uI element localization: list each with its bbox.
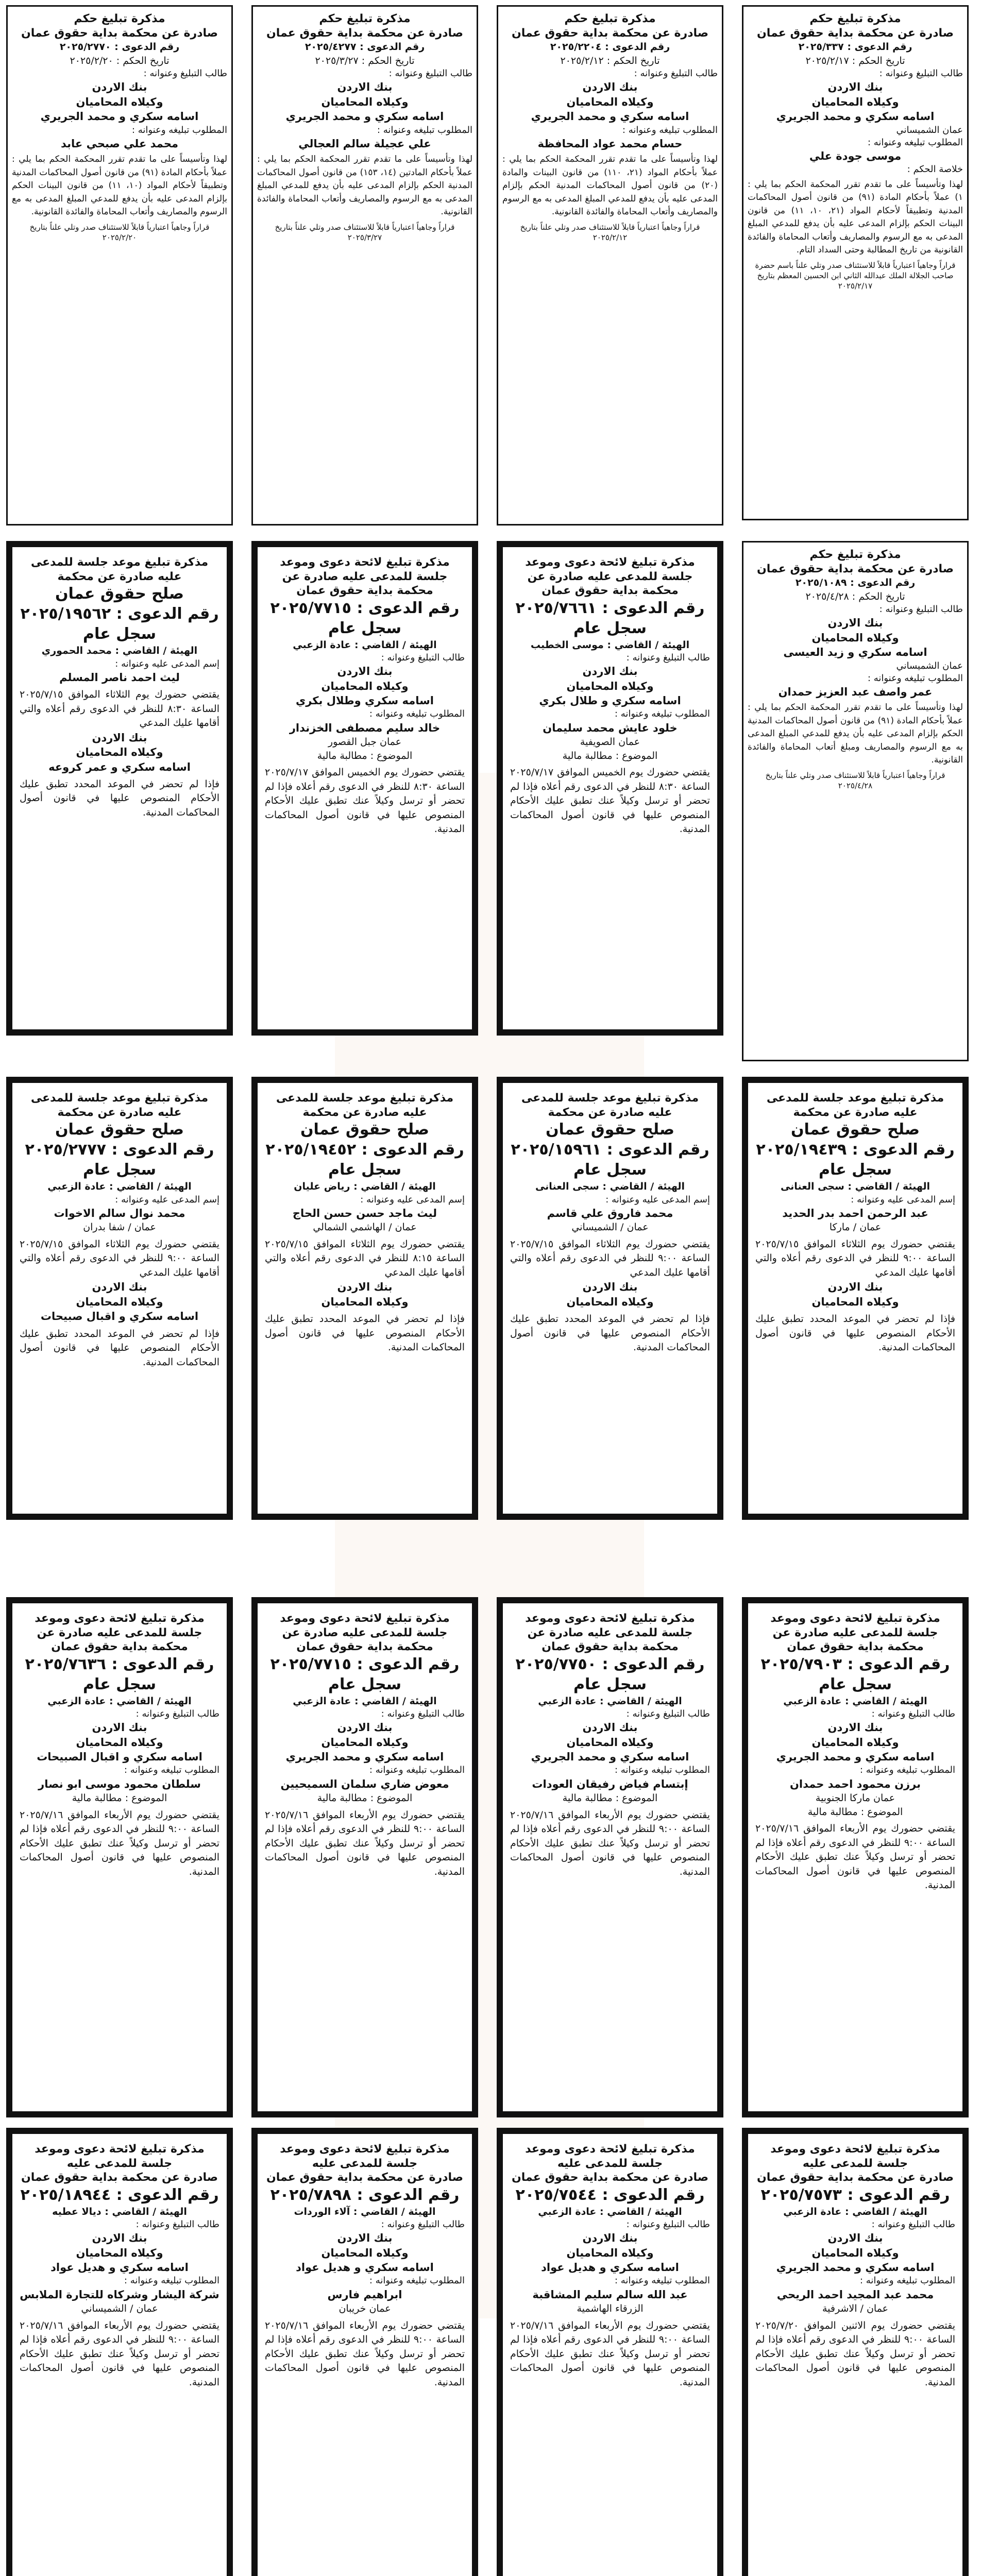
address: عمان / الاشرفية — [822, 2303, 889, 2315]
party: بنك الاردن — [827, 1721, 883, 1734]
party: بنك الاردن — [92, 2232, 147, 2245]
notice-closing: قراراً وجاهياً اعتبارياً قابلاً للاستئناف صدر وتلي علناً بتاريخ ٢٠٢٥/٣/٢٧ — [275, 222, 455, 242]
notice-title: مذكرة تبليغ موعد جلسة للمدعى عليه صادرة عن محكمة — [30, 556, 209, 583]
party: وكيلاه المحاميان — [321, 95, 409, 108]
party: بنك الاردن — [582, 2232, 638, 2245]
party: بنك الاردن — [827, 617, 883, 630]
notice-body: يقتضي حضورك يوم الأربعاء الموافق ٢٠٢٥/٧/١٦ الساعة ٩:٠٠ للنظر في الدعوى رقم أعلاه فإذا لم تحضر أو ترسل وكيلاً عنك تطبق عليك الأحكام المنصوص عليها في قانون أصول المحاكمات المدنية. — [510, 1809, 711, 1877]
label: المطلوب تبليغه وعنوانه : — [124, 1765, 219, 1776]
notice-body: لهذا وتأسيساً على ما تقدم تقرر المحكمة الحكم بما يلي : عملاً بأحكام المادة (٩١) من قانون أصول المحاكمات المدنية الحكم بإلزام المدعى عليه بأن يدفع للمدعي المبلغ المدعى به مع الرسوم والمصاريف ومبلغ أتعاب المحاماة والفائدة القانونية. — [748, 702, 963, 766]
label: المطلوب تبليغه وعنوانه : — [124, 2275, 219, 2286]
notice-title: مذكرة تبليغ موعد جلسة للمدعى عليه صادرة عن محكمة — [521, 1092, 699, 1119]
party: وكيلاه المحاميان — [76, 746, 163, 759]
party: وكيلاه المحاميان — [76, 1295, 163, 1308]
label: إسم المدعى عليه وعنوانه : — [851, 1194, 955, 1205]
label: المطلوب تبليغه وعنوانه : — [131, 124, 227, 135]
notice-body: يقتضي حضورك يوم الثلاثاء الموافق ٢٠٢٥/٧/١٥ الساعة ٩:٠٠ للنظر في الدعوى رقم أعلاه والتي أقامها عليك المدعي — [510, 1238, 710, 1278]
party: اسامه سكري و هديل عواد — [296, 2261, 434, 2274]
party: بنك الاردن — [827, 1281, 883, 1294]
party: وكيلاه المحاميان — [76, 2246, 163, 2259]
notice-body: لهذا وتأسيساً على ما تقدم تقرر المحكمة الحكم بما يلي : عملاً بأحكام المادة (٩١) من قانون أصول المحاكمات المدنية وتطبيقاً لأحكام المواد (١٠، ١١) من قانون البينات الحكم بإلزام المدعى عليه بأن يدفع للمدعي المبلغ المدعى به مع الرسوم والمصاريف وأتعاب المحاماة والفائدة القانونية. — [12, 154, 228, 217]
notice-title: مذكرة تبليغ حكم — [809, 548, 901, 561]
address: عمان جبل القصور — [328, 736, 402, 748]
notice-closing: قراراً وجاهياً اعتبارياً قابلاً للاستئناف صدر وتلي علناً باسم حضرة صاحب الجلالة الملك عبدالله الثاني ابن الحسين المعظم بتاريخ ٢٠٢٥/٢/١٧ — [755, 260, 956, 291]
notice-claim-5 — [742, 2128, 969, 2576]
panel: الهيئة / القاضي : عادة الزعبي — [47, 1695, 192, 1707]
party: وكيلاه المحاميان — [811, 1736, 899, 1749]
notice-warning: فإذا لم تحضر في الموعد المحدد تطبق عليك الأحكام المنصوص عليها في قانون أصول المحاكمات المدنية. — [265, 1313, 465, 1353]
party: اسامه سكري و محمد الجريري — [776, 2261, 935, 2274]
label: المطلوب تبليغه وعنوانه : — [614, 1765, 710, 1776]
case-number: رقم الدعوى : ٢٠٢٥/٧٦٦١ — [515, 599, 705, 617]
party: بنك الاردن — [92, 731, 147, 744]
address: عمان / الهاشمي الشمالي — [313, 1222, 417, 1233]
party: بنك الاردن — [337, 1281, 393, 1294]
case-number: رقم الدعوى : ٢٠٢٥/٧٩٠٣ — [760, 1655, 950, 1673]
defendant-name: شركة اليشار وشركاه للتجارة الملابس — [20, 2288, 219, 2301]
defendant-name: ليث احمد ناصر المسلم — [59, 671, 180, 684]
case-number: رقم الدعوى : ٢٠٢٥/٤٢٧٧ — [305, 41, 425, 53]
case-number: رقم الدعوى : ٢٠٢٥/٧٦٣٦ — [25, 1655, 214, 1673]
notice-judgment-7 — [497, 5, 723, 526]
notice-body: يقتضي حضورك يوم الثلاثاء الموافق ٢٠٢٥/٧/١٥ الساعة ٩:٠٠ للنظر في الدعوى رقم أعلاه والتي أقامها عليك المدعي — [755, 1238, 955, 1278]
party: اسامه سكري و محمد الجريري — [285, 1751, 444, 1764]
defendant-name: محمد فاروق علي قاسم — [547, 1207, 673, 1219]
address: عمان ماركا الجنوبية — [815, 1792, 895, 1804]
case-number: رقم الدعوى : ٢٠٢٥/٧٧٥٠ — [515, 1655, 705, 1673]
party: وكيلاه المحاميان — [566, 1295, 654, 1308]
party: اسامه سكري و اقبال صبيحات — [40, 1310, 199, 1323]
label: طالب التبليغ وعنوانه : — [143, 68, 227, 79]
panel: الهيئة / القاضي : عادة الزعبي — [293, 639, 437, 651]
notice-title: مذكرة تبليغ لائحة دعوى وموعد جلسة للمدعى عليه — [35, 2143, 205, 2170]
party: اسامه سكري و محمد الجريري — [776, 1751, 935, 1764]
panel: الهيئة / القاضي : عادة الزعبي — [783, 2206, 927, 2217]
register: سجل عام — [328, 1161, 402, 1179]
party: وكيلاه المحاميان — [321, 680, 409, 692]
panel: الهيئة / القاضي : موسى الخطيب — [530, 639, 690, 651]
notice-warning: فإذا لم تحضر في الموعد المحدد تطبق عليك الأحكام المنصوص عليها في قانون أصول المحاكمات المدنية. — [20, 1328, 219, 1368]
label: طالب التبليغ وعنوانه : — [381, 2219, 465, 2230]
party: وكيلاه المحاميان — [811, 95, 899, 108]
panel: الهيئة / القاضي : سجى العنانى — [535, 1181, 685, 1192]
party: وكيلاه المحاميان — [76, 95, 163, 108]
notice-title: مذكرة تبليغ موعد جلسة للمدعى عليه صادرة عن محكمة — [30, 1092, 209, 1119]
address: عمان الصويفية — [580, 736, 640, 748]
defendant-name: علي عجيلة سالم العجالي — [298, 137, 431, 150]
party: اسامه سكري و اقبال الصبيحات — [37, 1751, 202, 1764]
notice-title: مذكرة تبليغ لائحة دعوى وموعد جلسة للمدعى عليه — [770, 2143, 940, 2170]
label: طالب التبليغ وعنوانه : — [626, 652, 710, 664]
subject: الموضوع : مطالبة مالية — [72, 1792, 167, 1804]
party: اسامه سكري و محمد الجريري — [531, 110, 689, 123]
case-number: رقم الدعوى : ٢٠٢٥/١٩٥٦٢ — [20, 605, 219, 623]
notice-session-15 — [251, 1077, 478, 1520]
court-name: صادرة عن محكمة بداية حقوق عمان — [756, 2171, 954, 2184]
court-name: صلح حقوق عمان — [545, 1121, 675, 1139]
label: إسم المدعى عليه وعنوانه : — [115, 1194, 219, 1205]
label: طالب التبليغ وعنوانه : — [381, 1708, 465, 1720]
label: إسم المدعى عليه وعنوانه : — [115, 658, 219, 669]
notice-title: مذكرة تبليغ موعد جلسة للمدعى عليه صادرة عن محكمة — [766, 1092, 944, 1119]
court-name: صادرة عن محكمة بداية حقوق عمان — [266, 2171, 464, 2184]
notice-claim-11 — [497, 2128, 723, 2576]
notice-subtitle: صادرة عن محكمة بداية حقوق عمان — [756, 26, 954, 40]
column-3 — [245, 0, 490, 2576]
notice-title: مذكرة تبليغ حكم — [319, 12, 411, 25]
party: بنك الاردن — [582, 1281, 638, 1294]
party: وكيلاه المحاميان — [566, 2246, 654, 2259]
notice-body: يقتضي حضورك يوم الاثنين الموافق ٢٠٢٥/٧/٢٠ الساعة ٩:٠٠ للنظر في الدعوى رقم أعلاه فإذا لم تحضر أو ترسل وكيلاً عنك تطبق عليك الأحكام المنصوص عليها في قانون أصول المحاكمات المدنية. — [755, 2319, 956, 2388]
notice-warning: فإذا لم تحضر في الموعد المحدد تطبق عليك الأحكام المنصوص عليها في قانون أصول المحاكمات المدنية. — [755, 1313, 955, 1353]
address: عمان / الشميساني — [81, 2303, 158, 2315]
panel: الهيئة / القاضي : عادة الزعبي — [538, 2206, 682, 2217]
defendant-name: برزن محمود احمد حمدان — [789, 1777, 921, 1790]
defendant-name: إبتسام فياض رفيقان العودات — [532, 1777, 688, 1790]
defendant-name: ليث ماجد حسن حسن الحاج — [292, 1207, 437, 1219]
notice-subtitle: صادرة عن محكمة بداية حقوق عمان — [756, 562, 954, 575]
notice-claim-17 — [251, 2128, 478, 2576]
notice-body: لهذا وتأسيساً على ما تقدم تقرر المحكمة الحكم بما يلي : عملاً بأحكام المواد (٢١، ١١٠) من قانون البينات والمادة (٢٠) من قانون أصول المحاكمات المدنية الحكم بإلزام المدعى عليه بأن يدفع للمدعي المبلغ المدعى به مع الرسوم والمصاريف وأتعاب المحاماة والفائدة القانونية. — [502, 154, 718, 217]
court-name: صلح حقوق عمان — [790, 1121, 920, 1139]
court-name: صلح حقوق عمان — [300, 1121, 430, 1139]
notice-title: مذكرة تبليغ لائحة دعوى وموعد جلسة للمدعى عليه صادرة عن محكمة بداية حقوق عمان — [525, 1612, 695, 1653]
notice-judgment-2 — [742, 541, 969, 1061]
case-date: تاريخ الحكم : ٢٠٢٥/٢/١٢ — [560, 55, 660, 66]
column-right — [736, 0, 981, 2576]
notice-body: يقتضي حضورك يوم الثلاثاء الموافق ٢٠٢٥/٧/١٥ الساعة ٨:٣٠ للنظر في الدعوى رقم أعلاه والتي أقامها عليك المدعي — [20, 689, 219, 729]
subject: الموضوع : مطالبة مالية — [562, 750, 658, 761]
defendant-name: خالد سليم مصطفى الخزندار — [289, 721, 441, 734]
party: وكيلاه المحاميان — [566, 1736, 654, 1749]
notice-session-9 — [497, 1077, 723, 1520]
case-number: رقم الدعوى : ٢٠٢٥/٧٥٤٤ — [515, 2185, 705, 2204]
subject: الموضوع : مطالبة مالية — [562, 1792, 658, 1804]
case-number: رقم الدعوى : ٢٠٢٥/٧٨٩٨ — [270, 2185, 460, 2204]
party: وكيلاه المحاميان — [321, 2246, 409, 2259]
notice-body: يقتضي حضورك يوم الثلاثاء الموافق ٢٠٢٥/٧/١٥ الساعة ٨:١٥ للنظر في الدعوى رقم أعلاه والتي أقامها عليك المدعي — [265, 1238, 465, 1278]
party: بنك الاردن — [582, 665, 638, 678]
panel: الهيئة / القاضي : سجى العنانى — [780, 1181, 931, 1192]
panel: الهيئة / القاضي : رياض عليان — [294, 1181, 436, 1192]
party: اسامه سكري و محمد الجريري — [531, 1751, 689, 1764]
notice-body: يقتضي حضورك يوم الخميس الموافق ٢٠٢٥/٧/١٧ الساعة ٨:٣٠ للنظر في الدعوى رقم أعلاه فإذا لم تحضر أو ترسل وكيلاً عنك تطبق عليك الأحكام المنصوص عليها في قانون أصول المحاكمات المدنية. — [265, 767, 465, 835]
defendant-name: عمر واصف عبد العزيز حمدان — [778, 686, 933, 699]
label: المطلوب تبليغه وعنوانه : — [867, 137, 963, 148]
case-number: رقم الدعوى : ٢٠٢٥/١٠٨٩ — [795, 577, 916, 588]
label: المطلوب تبليغه وعنوانه : — [369, 2275, 465, 2286]
panel: الهيئة / القاضي : محمد الحموري — [41, 645, 198, 656]
defendant-name: خلود عايش محمد سليمان — [543, 721, 678, 734]
notice-session-20 — [6, 541, 233, 1036]
notice-warning: فإذا لم تحضر في الموعد المحدد تطبق عليك الأحكام المنصوص عليها في قانون أصول المحاكمات المدنية. — [20, 778, 219, 818]
party: بنك الاردن — [827, 2232, 883, 2245]
register: سجل عام — [573, 1675, 647, 1693]
party: اسامه سكري و عمر كروعه — [48, 760, 191, 773]
court-name: صادرة عن محكمة بداية حقوق عمان — [21, 2171, 218, 2184]
notice-title: مذكرة تبليغ لائحة دعوى وموعد جلسة للمدعى عليه — [280, 2143, 450, 2170]
notice-judgment-13 — [251, 5, 478, 526]
party: اسامه سكري و محمد الجريري — [776, 110, 935, 123]
label: طالب التبليغ وعنوانه : — [136, 2219, 219, 2230]
label: إسم المدعى عليه وعنوانه : — [605, 1194, 710, 1205]
case-number: رقم الدعوى : ٢٠٢٥/١٩٤٥٢ — [265, 1141, 464, 1159]
notice-subtitle: صادرة عن محكمة بداية حقوق عمان — [511, 26, 709, 40]
defendant-name: حسام محمد عواد المحافظة — [537, 137, 683, 150]
notice-claim-8 — [497, 541, 723, 1036]
party: وكيلاه المحاميان — [811, 2246, 899, 2259]
party: وكيلاه المحاميان — [321, 1295, 409, 1308]
party: اسامه سكري و محمد الجريري — [40, 110, 199, 123]
party: بنك الاردن — [827, 81, 883, 94]
label: طالب التبليغ وعنوانه : — [136, 1708, 219, 1720]
address: عمان خريبان — [339, 2303, 391, 2315]
notice-session-21 — [6, 1077, 233, 1520]
label: المطلوب تبليغه وعنوانه : — [614, 2275, 710, 2286]
notice-claim-14 — [251, 541, 478, 1036]
notice-closing: قراراً وجاهياً اعتبارياً قابلاً للاستئناف صدر وتلي علناً بتاريخ ٢٠٢٥/٢/١٢ — [520, 222, 700, 242]
address: عمان / شفا بدران — [83, 1222, 156, 1233]
notice-title: مذكرة تبليغ لائحة دعوى وموعد جلسة للمدعى عليه صادرة عن محكمة بداية حقوق عمان — [770, 1612, 940, 1653]
party: وكيلاه المحاميان — [566, 95, 654, 108]
notice-title: مذكرة تبليغ لائحة دعوى وموعد جلسة للمدعى عليه — [525, 2143, 695, 2170]
subject: الموضوع : مطالبة مالية — [317, 1792, 413, 1804]
register: سجل عام — [573, 619, 647, 637]
defendant-name: ابراهيم فارس — [327, 2288, 402, 2301]
defendant-name: عبد الله سالم سليم المشاقبة — [532, 2288, 688, 2301]
label: المطلوب تبليغه وعنوانه : — [369, 708, 465, 720]
party: وكيلاه المحاميان — [811, 1295, 899, 1308]
column-2 — [490, 0, 736, 2576]
case-number: رقم الدعوى : ٢٠٢٥/٢٧٧٧ — [25, 1141, 214, 1159]
notice-body: يقتضي حضورك يوم الأربعاء الموافق ٢٠٢٥/٧/١٦ الساعة ٩:٠٠ للنظر في الدعوى رقم أعلاه فإذا لم تحضر أو ترسل وكيلاً عنك تطبق عليك الأحكام المنصوص عليها في قانون أصول المحاكمات المدنية. — [265, 2319, 465, 2388]
label: خلاصة الحكم : — [907, 164, 963, 175]
party: اسامه سكري و هديل عواد — [541, 2261, 679, 2274]
register: سجل عام — [328, 619, 402, 637]
label: طالب التبليغ وعنوانه : — [871, 2219, 955, 2230]
notice-warning: فإذا لم تحضر في الموعد المحدد تطبق عليك الأحكام المنصوص عليها في قانون أصول المحاكمات المدنية. — [510, 1313, 710, 1353]
notice-body: يقتضي حضورك يوم الأربعاء الموافق ٢٠٢٥/٧/١٦ الساعة ٩:٠٠ للنظر في الدعوى رقم أعلاه فإذا لم تحضر أو ترسل وكيلاً عنك تطبق عليك الأحكام المنصوص عليها في قانون أصول المحاكمات المدنية. — [755, 1823, 956, 1891]
court-name: صادرة عن محكمة بداية حقوق عمان — [511, 2171, 709, 2184]
party: بنك الاردن — [337, 1721, 393, 1734]
label: طالب التبليغ وعنوانه : — [381, 652, 465, 664]
label: المطلوب تبليغه وعنوانه : — [859, 1765, 955, 1776]
notice-claim-22 — [6, 1597, 233, 2117]
notice-body: يقتضي حضورك يوم الثلاثاء الموافق ٢٠٢٥/٧/١٥ الساعة ٩:٠٠ للنظر في الدعوى رقم أعلاه والتي أقامها عليك المدعي — [20, 1238, 219, 1278]
party: بنك الاردن — [337, 665, 393, 678]
label: طالب التبليغ وعنوانه : — [634, 68, 718, 79]
defendant-name: محمد عبد المجيد احمد الريحي — [776, 2288, 934, 2301]
party: وكيلاه المحاميان — [76, 1736, 163, 1749]
case-date: تاريخ الحكم : ٢٠٢٥/٤/٢٨ — [805, 590, 905, 602]
party: وكيلاه المحاميان — [566, 680, 654, 692]
notice-title: مذكرة تبليغ موعد جلسة للمدعى عليه صادرة عن محكمة — [276, 1092, 454, 1119]
label: عمان الشميساني — [896, 124, 963, 135]
case-date: تاريخ الحكم : ٢٠٢٥/٢/١٧ — [805, 55, 905, 66]
case-number: رقم الدعوى : ٢٠٢٥/٣٣٧ — [798, 41, 912, 53]
register: سجل عام — [818, 1161, 892, 1179]
party: بنك الاردن — [582, 81, 638, 94]
defendant-name: سلطان محمود موسى ابو نصار — [38, 1777, 201, 1790]
notice-claim-4 — [742, 1597, 969, 2117]
label: طالب التبليغ وعنوانه : — [879, 604, 963, 615]
party: اسامه سكري و هديل عواد — [50, 2261, 189, 2274]
label: طالب التبليغ وعنوانه : — [626, 1708, 710, 1720]
label: طالب التبليغ وعنوانه : — [388, 68, 472, 79]
notice-closing: قراراً وجاهياً اعتبارياً قابلاً للاستئناف صدر وتلي علناً بتاريخ ٢٠٢٥/٢/٢٠ — [29, 222, 210, 242]
case-date: تاريخ الحكم : ٢٠٢٥/٣/٢٧ — [315, 55, 415, 66]
case-number: رقم الدعوى : ٢٠٢٥/٧٧١٥ — [270, 1655, 460, 1673]
label: طالب التبليغ وعنوانه : — [879, 68, 963, 79]
notice-subtitle: صادرة عن محكمة بداية حقوق عمان — [266, 26, 464, 40]
panel: الهيئة / القاضي : عادة الزعبي — [47, 1181, 192, 1192]
notice-body: لهذا وتأسيساً على ما تقدم تقرر المحكمة الحكم بما يلي : ١) عملاً بأحكام المادة (٩١) من قانون أصول المحاكمات المدنية وتطبيقاً لأحكام المواد (٢١، ١٠، ١١) من قانون البينات الحكم بإلزام المدعى عليه بأن يدفع للمدعي المبلغ المدعى به مع الرسوم والمصاريف وأتعاب المحاماة والفائدة القانونية من تاريخ المطالبة وحتى السداد التام. — [748, 179, 963, 256]
case-number: رقم الدعوى : ٢٠٢٥/٧٥٧٣ — [760, 2185, 950, 2204]
address: الزرقاء الهاشمية — [577, 2303, 644, 2315]
party: بنك الاردن — [92, 1281, 147, 1294]
notice-body: يقتضي حضورك يوم الأربعاء الموافق ٢٠٢٥/٧/١٦ الساعة ٩:٠٠ للنظر في الدعوى رقم أعلاه فإذا لم تحضر أو ترسل وكيلاً عنك تطبق عليك الأحكام المنصوص عليها في قانون أصول المحاكمات المدنية. — [510, 2319, 711, 2388]
notice-body: لهذا وتأسيساً على ما تقدم تقرر المحكمة الحكم بما يلي : عملاً بأحكام المادتين (١٤، ١٥٣) من قانون أصول المحاكمات المدنية الحكم بإلزام المدعى عليه بأن يدفع للمدعي المبلغ المدعى به مع الرسوم والمصاريف وأتعاب المحاماة والفائدة القانونية. — [257, 154, 473, 217]
register: سجل عام — [82, 1675, 157, 1693]
party: اسامه سكري و زيد العيسى — [783, 646, 927, 659]
party: بنك الاردن — [582, 1721, 638, 1734]
panel: الهيئة / القاضي : عادة الزعبي — [538, 1695, 682, 1707]
panel: الهيئة / القاضي : عادة الزعبي — [293, 1695, 437, 1707]
defendant-name: محمد علي صبحي عابد — [61, 137, 178, 150]
defendant-name: عبد الرحمن احمد بدر الحديد — [782, 1207, 928, 1219]
case-date: تاريخ الحكم : ٢٠٢٥/٢/٢٠ — [70, 55, 170, 66]
notice-claim-23 — [6, 2128, 233, 2576]
case-number: رقم الدعوى : ٢٠٢٥/١٥٩٦١ — [511, 1141, 709, 1159]
subject: الموضوع : مطالبة مالية — [807, 1806, 903, 1818]
notice-body: يقتضي حضورك يوم الأربعاء الموافق ٢٠٢٥/٧/١٦ الساعة ٩:٠٠ للنظر في الدعوى رقم أعلاه فإذا لم تحضر أو ترسل وكيلاً عنك تطبق عليك الأحكام المنصوص عليها في قانون أصول المحاكمات المدنية. — [20, 2319, 220, 2388]
case-number: رقم الدعوى : ٢٠٢٥/١٨٩٤٤ — [20, 2185, 219, 2204]
label: المطلوب تبليغه وعنوانه : — [622, 124, 718, 135]
register: سجل عام — [82, 625, 157, 643]
notice-claim-10 — [497, 1597, 723, 2117]
column-left — [0, 0, 245, 2576]
label: المطلوب تبليغه وعنوانه : — [867, 672, 963, 684]
notice-title: مذكرة تبليغ لائحة دعوى وموعد جلسة للمدعى عليه صادرة عن محكمة بداية حقوق عمان — [35, 1612, 205, 1653]
label: المطلوب تبليغه وعنوانه : — [859, 2275, 955, 2286]
case-number: رقم الدعوى : ٢٠٢٥/٧٧١٥ — [270, 599, 460, 617]
label: المطلوب تبليغه وعنوانه : — [369, 1765, 465, 1776]
party: وكيلاه المحاميان — [811, 631, 899, 644]
notice-subtitle: صادرة عن محكمة بداية حقوق عمان — [21, 26, 218, 40]
notice-title: مذكرة تبليغ حكم — [74, 12, 165, 25]
notice-title: مذكرة تبليغ لائحة دعوى وموعد جلسة للمدعى عليه صادرة عن محكمة بداية حقوق عمان — [280, 1612, 450, 1653]
label: المطلوب تبليغه وعنوانه : — [614, 708, 710, 720]
notice-title: مذكرة تبليغ لائحة دعوى وموعد جلسة للمدعى عليه صادرة عن محكمة بداية حقوق عمان — [280, 556, 450, 597]
subject: الموضوع : مطالبة مالية — [317, 750, 413, 761]
court-name: صلح حقوق عمان — [55, 585, 184, 603]
notice-judgment-19 — [6, 5, 233, 526]
notice-body: يقتضي حضورك يوم الأربعاء الموافق ٢٠٢٥/٧/١٦ الساعة ٩:٠٠ للنظر في الدعوى رقم أعلاه فإذا لم تحضر أو ترسل وكيلاً عنك تطبق عليك الأحكام المنصوص عليها في قانون أصول المحاكمات المدنية. — [20, 1809, 220, 1877]
address: عمان / ماركا — [829, 1222, 882, 1233]
case-number: رقم الدعوى : ٢٠٢٥/٢٢٠٤ — [550, 41, 670, 53]
panel: الهيئة / القاضي : عادة الزعبي — [783, 1695, 927, 1707]
address: عمان / الشميساني — [571, 1222, 649, 1233]
party: اسامه سكري و طلال بكري — [539, 694, 681, 707]
label: إسم المدعى عليه وعنوانه : — [360, 1194, 465, 1205]
register: سجل عام — [573, 1161, 647, 1179]
register: سجل عام — [818, 1675, 892, 1693]
notice-closing: قراراً وجاهياً اعتبارياً قابلاً للاستئناف صدر وتلي علناً بتاريخ ٢٠٢٥/٤/٢٨ — [765, 770, 945, 791]
defendant-name: موسى جودة علي — [809, 150, 902, 163]
label: طالب التبليغ وعنوانه : — [871, 1708, 955, 1720]
notice-body: يقتضي حضورك يوم الأربعاء الموافق ٢٠٢٥/٧/١٦ الساعة ٩:٠٠ للنظر في الدعوى رقم أعلاه فإذا لم تحضر أو ترسل وكيلاً عنك تطبق عليك الأحكام المنصوص عليها في قانون أصول المحاكمات المدنية. — [265, 1809, 465, 1877]
party: وكيلاه المحاميان — [321, 1736, 409, 1749]
notice-title: مذكرة تبليغ لائحة دعوى وموعد جلسة للمدعى عليه صادرة عن محكمة بداية حقوق عمان — [525, 556, 695, 597]
register: سجل عام — [328, 1675, 402, 1693]
panel: الهيئة / القاضي : ديالا عطيه — [52, 2206, 187, 2217]
party: بنك الاردن — [337, 2232, 393, 2245]
register: سجل عام — [82, 1161, 157, 1179]
label: عمان الشميساني — [896, 660, 963, 671]
party: بنك الاردن — [337, 81, 393, 94]
court-name: صلح حقوق عمان — [55, 1121, 184, 1139]
panel: الهيئة / القاضي : آلاء الوردات — [294, 2206, 436, 2217]
notice-title: مذكرة تبليغ حكم — [809, 12, 901, 25]
party: اسامه سكري وطلال بكري — [296, 694, 434, 707]
case-number: رقم الدعوى : ٢٠٢٥/١٩٤٣٩ — [756, 1141, 955, 1159]
party: اسامه سكري و محمد الجريري — [285, 110, 444, 123]
defendant-name: محمد نوال سالم الاخوات — [54, 1207, 185, 1219]
case-number: رقم الدعوى : ٢٠٢٥/٢٧٧٠ — [59, 41, 180, 53]
defendant-name: معوض ضاري سلمان السميحيين — [280, 1777, 449, 1790]
notice-judgment-1 — [742, 5, 969, 520]
party: بنك الاردن — [92, 81, 147, 94]
label: طالب التبليغ وعنوانه : — [626, 2219, 710, 2230]
notice-body: يقتضي حضورك يوم الخميس الموافق ٢٠٢٥/٧/١٧ الساعة ٨:٣٠ للنظر في الدعوى رقم أعلاه فإذا لم تحضر أو ترسل وكيلاً عنك تطبق عليك الأحكام المنصوص عليها في قانون أصول المحاكمات المدنية. — [510, 767, 711, 835]
label: المطلوب تبليغه وعنوانه : — [377, 124, 472, 135]
notice-session-3 — [742, 1077, 969, 1520]
notice-title: مذكرة تبليغ حكم — [564, 12, 656, 25]
notice-claim-16 — [251, 1597, 478, 2117]
party: بنك الاردن — [92, 1721, 147, 1734]
